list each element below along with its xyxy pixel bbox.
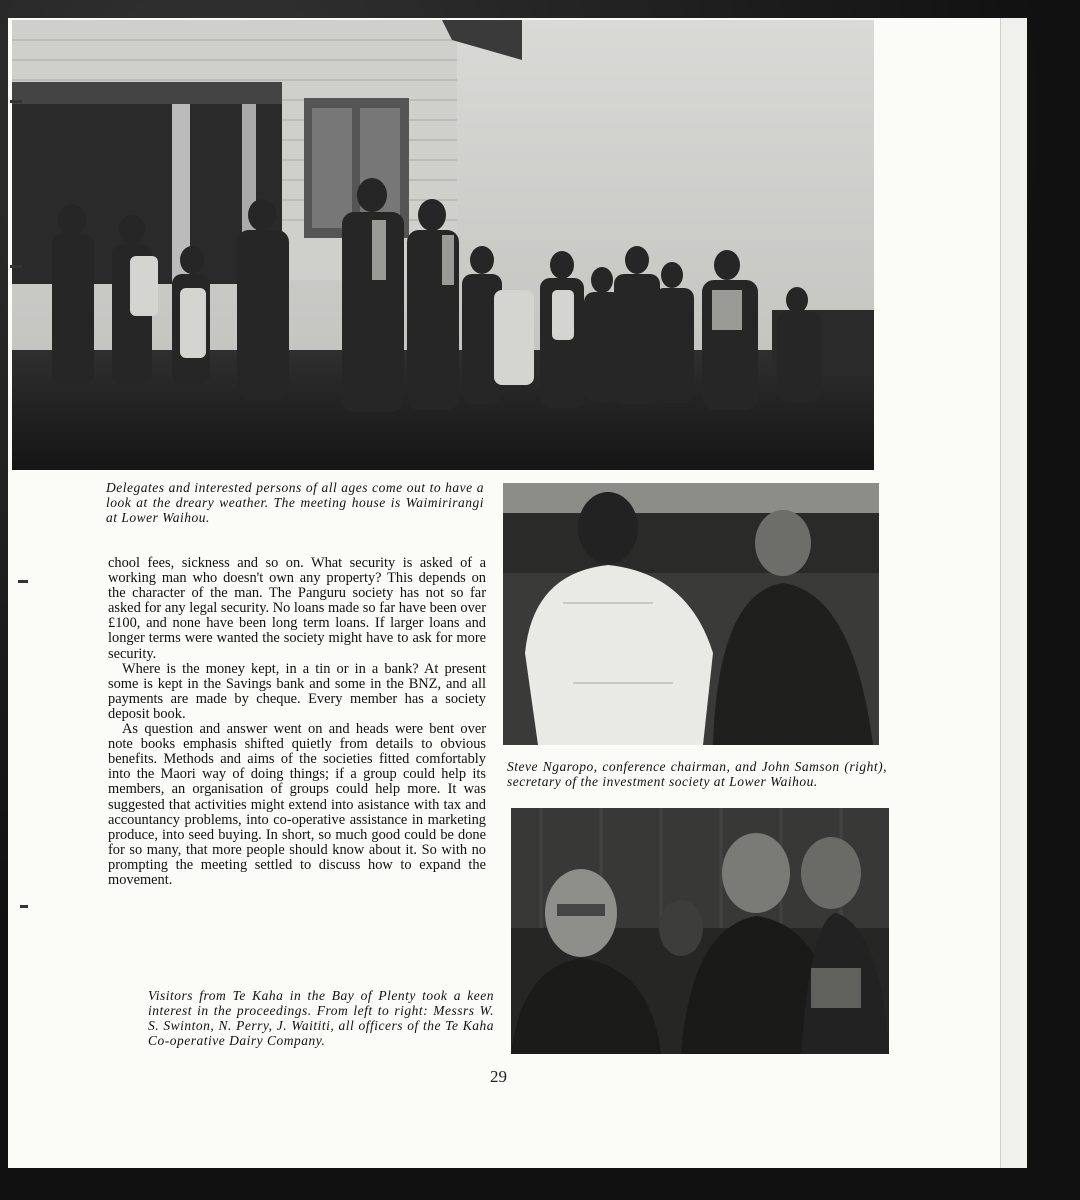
caption-meeting-house: Delegates and interested persons of all ages come out to have a look at the dreary weather. The meeting house is Waimirirangi at Lower Waihou. xyxy=(106,480,484,525)
binder-mark xyxy=(10,265,22,268)
binder-mark xyxy=(10,100,22,103)
photo-chairman-and-secretary xyxy=(503,483,879,745)
photo-te-kaha-visitors xyxy=(511,808,889,1054)
photo-meeting-house-crowd xyxy=(12,20,874,470)
binder-mark xyxy=(20,905,28,908)
page-edge xyxy=(1000,18,1027,1168)
article-paragraph: chool fees, sickness and so on. What security is asked of a working man who doesn't own any property? This depends on the character of the man. The Panguru society has not so far asked for any legal security. No loans made so far have been over £100, and none have been long term loans. If larger loans and longer terms were wanted the society might have to ask for more security. xyxy=(108,555,486,662)
page-number: 29 xyxy=(490,1067,507,1086)
binder-mark xyxy=(18,580,28,583)
article-body xyxy=(108,556,486,888)
caption-te-kaha-visitors: Visitors from Te Kaha in the Bay of Plenty took a keen interest in the proceedings. From left to right: Messrs W. S. Swinton, N. Perry, J. Waititi, all officers of the Te Kaha Co-operative Dairy Company. xyxy=(148,988,494,1048)
caption-chairman-and-secretary: Steve Ngaropo, conference chairman, and John Samson (right), secretary of the investment society at Lower Waihou. xyxy=(507,759,887,789)
article-paragraph: As question and answer went on and heads were bent over note books emphasis shifted quietly from details to obvious benefits. Methods and aims of the societies fitted comfortably into the Maori way of doing things; if a group could help its members, an organisation of groups could help more. It was suggested that activities might extend into asistance with tax and accountancy problems, into co-operative assistance in marketing produce, into seed buying. In short, so much good could be done for so many, that more people should know about it. So with no prompting the meeting settled to discuss how to expand the movement. xyxy=(108,721,486,888)
article-paragraph: Where is the money kept, in a tin or in a bank? At present some is kept in the Savings bank and some in the BNZ, and all payments are made by cheque. Every member has a society deposit book. xyxy=(108,660,486,722)
